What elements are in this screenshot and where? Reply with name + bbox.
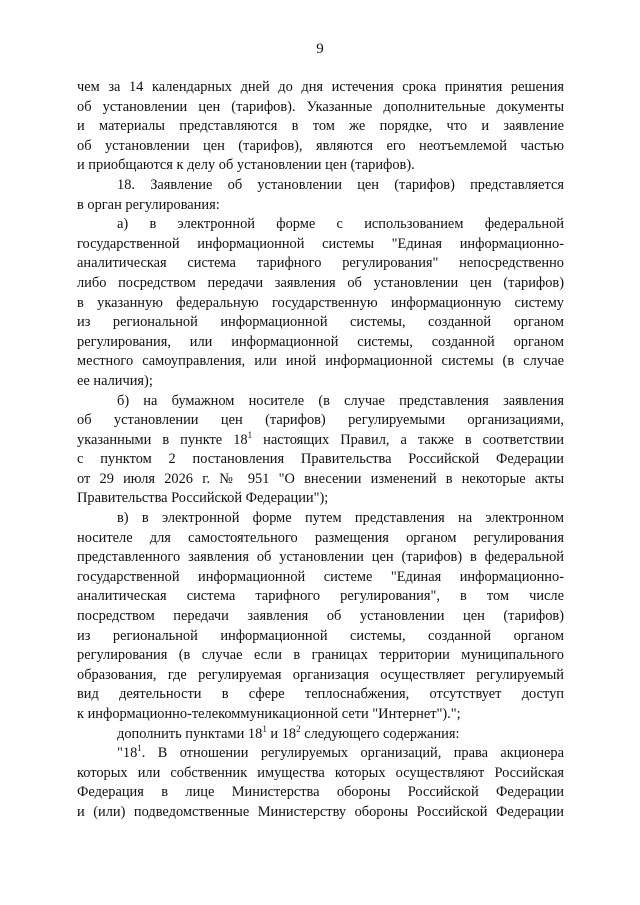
text-line: ее наличия); xyxy=(77,372,153,389)
text-line: об установлении цен (тарифов). Указанные дополнительные документы xyxy=(77,98,564,115)
text-line: носителе для самостоятельного размещения органом регулирования xyxy=(77,529,564,546)
text-line: регулирования (в случае если в границах территории муниципального xyxy=(77,647,564,664)
text-line: в указанную федеральную государственную информационную систему xyxy=(77,294,564,311)
text-line: регулирования, или информационной системы, созданной органом xyxy=(77,333,564,350)
paragraph-18-1-first-line xyxy=(77,744,564,764)
text-line: посредством передачи заявления об установлении цен (тарифов) xyxy=(77,608,564,625)
superscript: 2 xyxy=(296,723,301,734)
document-body xyxy=(77,78,564,823)
text-line: об установлении цен (тарифов), являются его неотъемлемой частью xyxy=(77,137,564,154)
text-fragment: дополнить пунктами 18 xyxy=(117,725,263,742)
superscript: 1 xyxy=(262,723,267,734)
text-line: и (или) подведомственные Министерству обороны Российской Федерации xyxy=(77,803,564,820)
page-number: 9 xyxy=(316,41,324,57)
text-line: чем за 14 календарных дней до дня истечения срока принятия решения xyxy=(77,79,564,95)
text-fragment: и 18 xyxy=(266,725,297,742)
text-fragment: . В отношении регулируемых организаций, права акционера xyxy=(141,745,564,762)
text-line: либо посредством передачи заявления об установлении цен (тарифов) xyxy=(77,274,564,291)
text-line: из региональной информационной системы, созданной органом xyxy=(77,314,564,331)
text-line-with-footnote-ref xyxy=(77,431,564,451)
text-line: в орган регулирования: xyxy=(77,196,220,213)
text-line: местного самоуправления, или иной информационной системы (в случае xyxy=(77,353,564,370)
text-line: от 29 июля 2026 г. № 951 "О внесении изменений в некоторые акты xyxy=(77,470,564,487)
superscript: 1 xyxy=(247,429,253,440)
text-fragment: указанными в пункте 18 xyxy=(77,431,248,448)
text-line: об установлении цен (тарифов) регулируемыми организациями, xyxy=(77,412,564,429)
superscript: 1 xyxy=(137,743,142,754)
paragraph-18-first-line: 18. Заявление об установлении цен (тарифов) представляется xyxy=(117,176,564,193)
text-line: Федерация в лице Министерства обороны Российской Федерации xyxy=(77,784,564,801)
text-line: которых или собственник имущества которых осуществляют Российская xyxy=(77,764,564,781)
text-fragment: настоящих Правил, а также в соответствии xyxy=(252,431,564,448)
text-fragment: следующего содержания: xyxy=(300,725,460,742)
text-line: с пунктом 2 постановления Правительства Российской Федерации xyxy=(77,451,564,468)
item-b-first-line: б) на бумажном носителе (в случае представления заявления xyxy=(117,392,564,409)
text-line: представленного заявления об установлении цен (тарифов) в федеральной xyxy=(77,549,564,566)
text-line: образования, где регулируемая организация осуществляет регулируемый xyxy=(77,666,564,683)
text-line: и материалы представляются в том же порядке, что и заявление xyxy=(77,118,564,135)
text-line: аналитическая система тарифного регулирования" непосредственно xyxy=(77,255,564,272)
item-v-first-line: в) в электронной форме путем представления на электронном xyxy=(117,510,564,527)
text-line: государственной информационной системы "Единая информационно- xyxy=(77,235,564,252)
text-line: государственной информационной системе "Единая информационно- xyxy=(77,568,564,585)
amendment-instruction xyxy=(77,725,564,745)
item-a-first-line: а) в электронной форме с использованием федеральной xyxy=(117,216,564,233)
text-line: и приобщаются к делу об установлении цен (тарифов). xyxy=(77,157,415,174)
text-line: Правительства Российской Федерации"); xyxy=(77,490,329,507)
text-line: вид деятельности в сфере теплоснабжения, отсутствует доступ xyxy=(77,686,564,703)
text-line: к информационно-телекоммуникационной сети "Интернет")."; xyxy=(77,706,461,722)
text-fragment: "18 xyxy=(117,745,138,762)
text-line: аналитическая система тарифного регулирования", в том числе xyxy=(77,588,564,605)
text-line: из региональной информационной системы, созданной органом xyxy=(77,627,564,644)
